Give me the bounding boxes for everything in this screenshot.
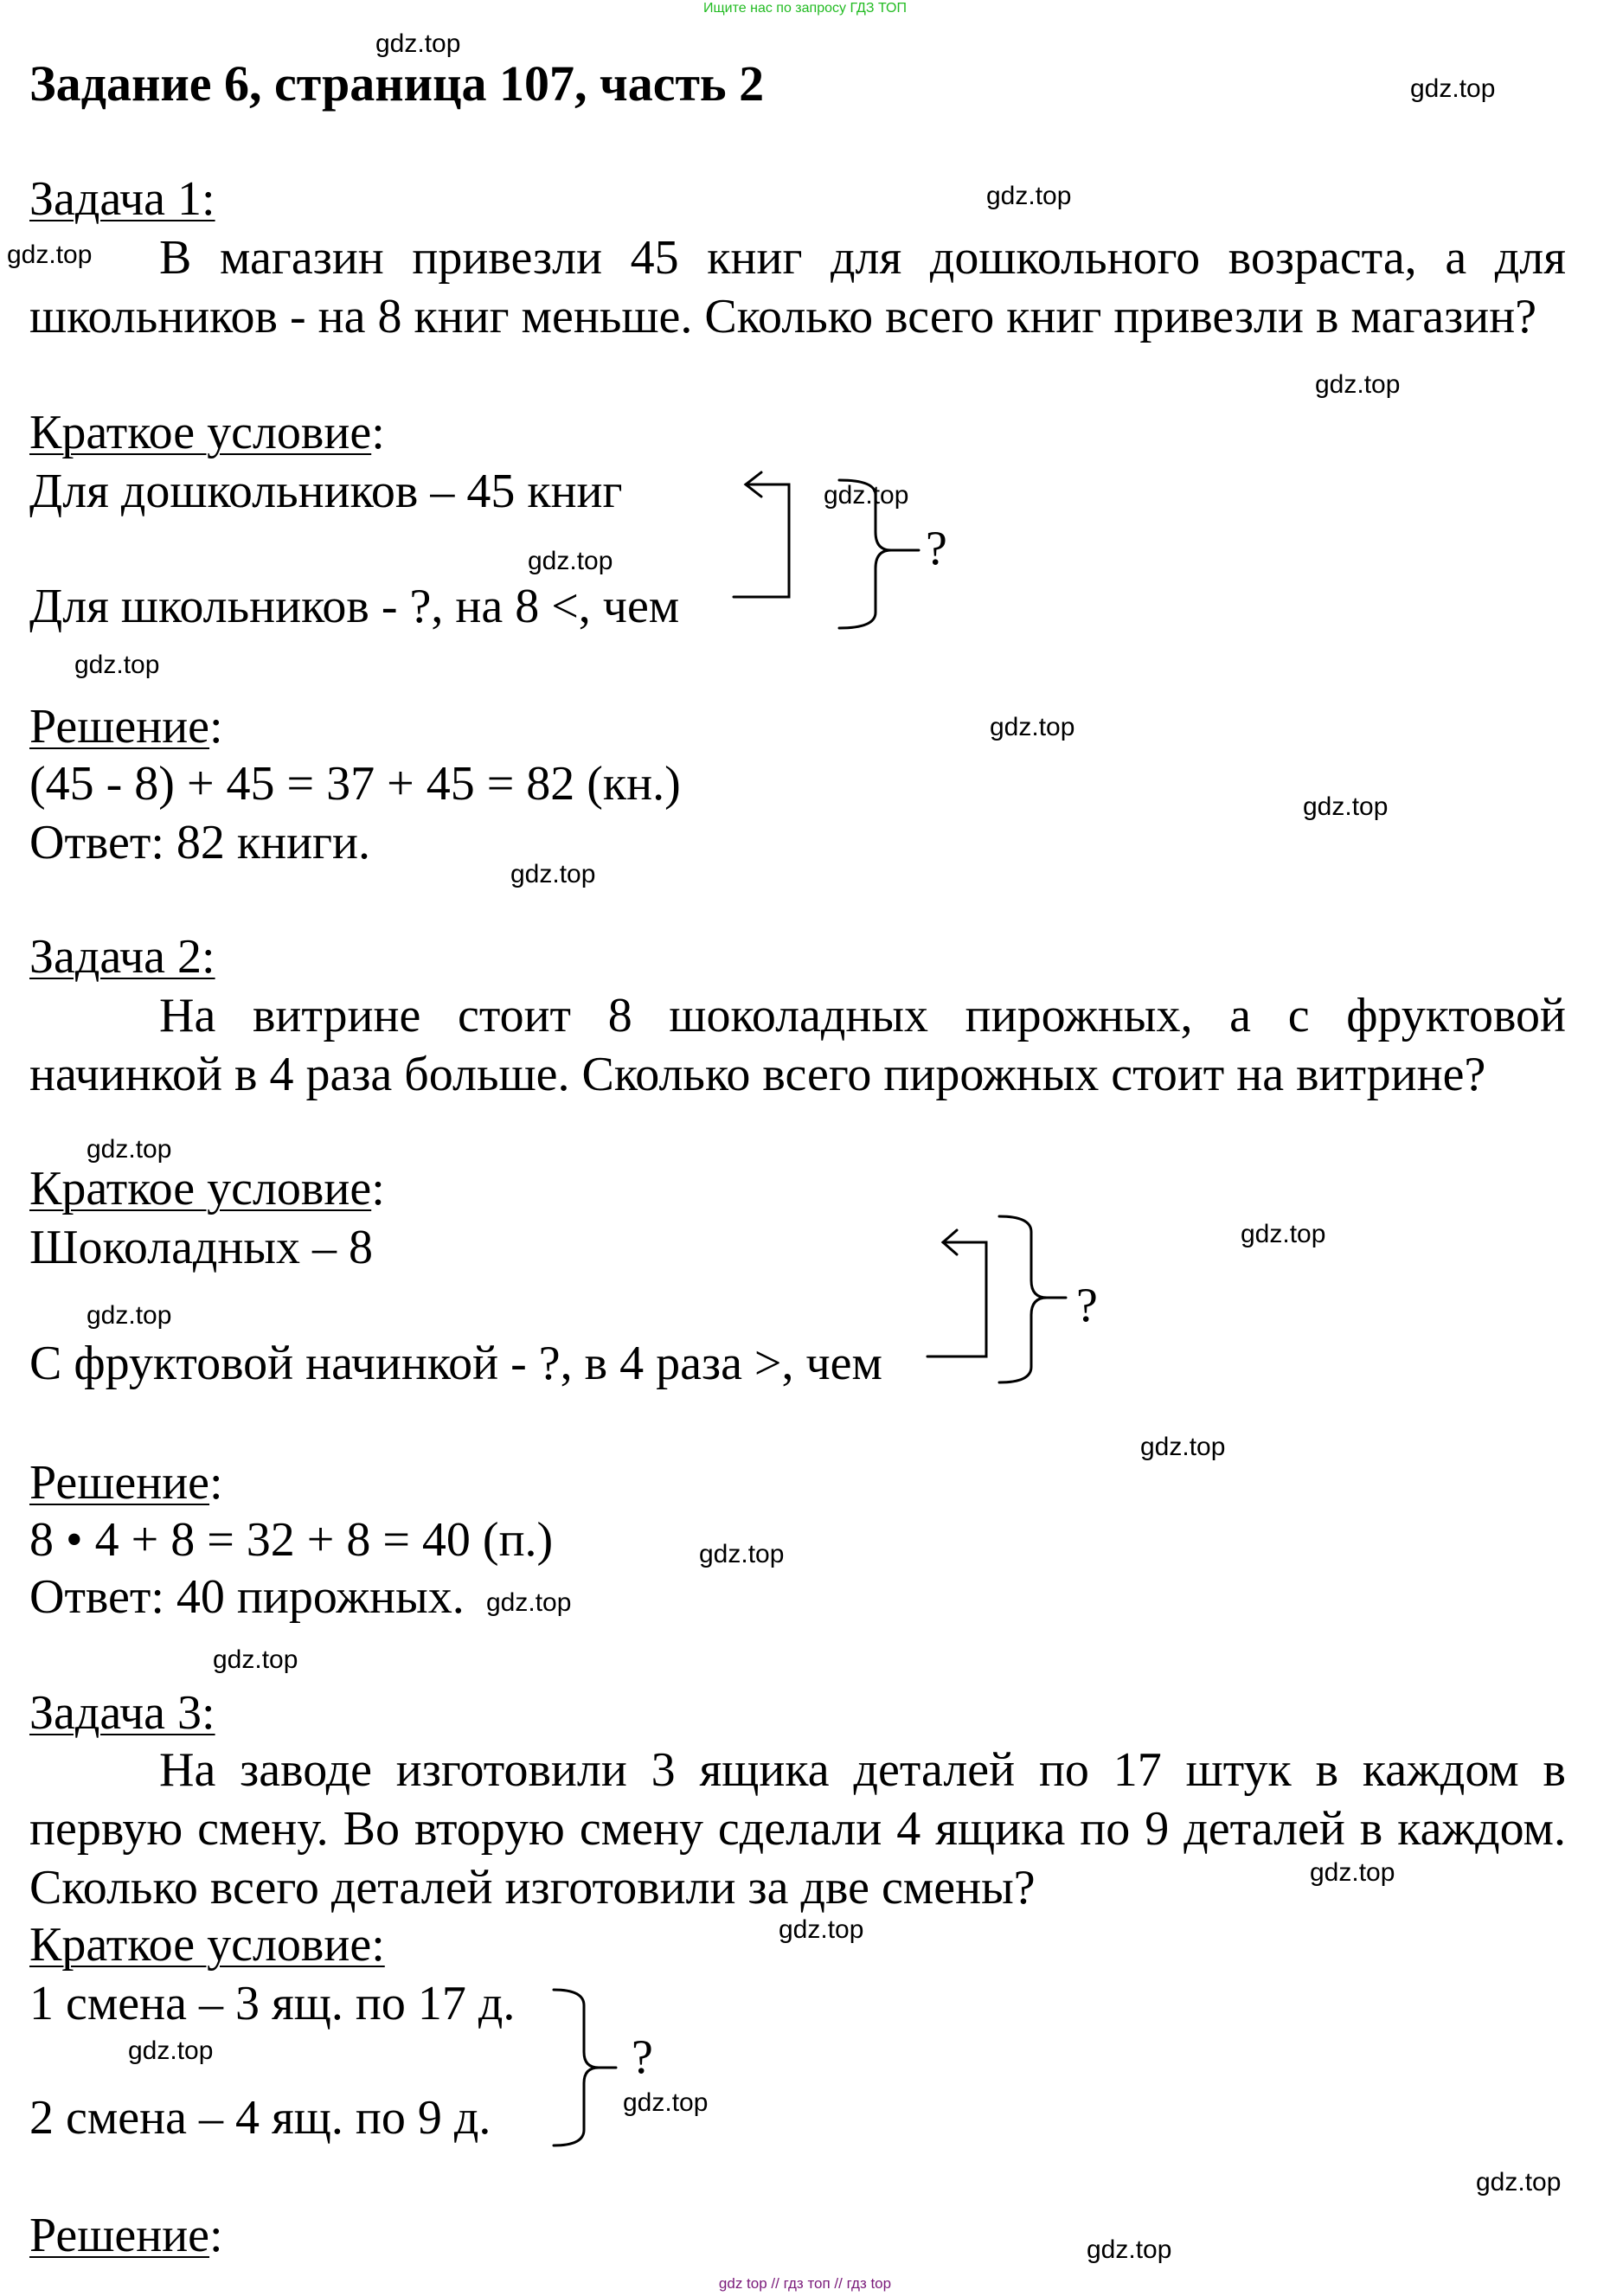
watermark: gdz.top [486, 1588, 572, 1617]
watermark: gdz.top [699, 1540, 785, 1568]
watermark: gdz.top [1410, 74, 1496, 103]
watermark: gdz.top [128, 2036, 214, 2065]
watermark: gdz.top [213, 1645, 298, 1674]
watermark: gdz.top [87, 1135, 172, 1164]
task3-question-mark: ? [632, 2030, 653, 2084]
task1-text: В магазин привезли 45 книг для дошкольного возраста, а для школьников - на 8 книг меньше. Сколько всего книг привезли в магазин? [29, 231, 1566, 343]
watermark: gdz.top [824, 481, 909, 510]
task3-short-condition-label: Краткое условие: [29, 1918, 385, 1972]
watermark: gdz.top [528, 547, 613, 575]
task2-question-mark: ? [1076, 1279, 1098, 1332]
task3-brace [554, 1990, 616, 2145]
watermark: gdz.top [74, 651, 160, 679]
task2-condition-line2: С фруктовой начинкой - ?, в 4 раза >, чем [29, 1337, 882, 1390]
watermark: gdz.top [87, 1301, 172, 1330]
task3-text: На заводе изготовили 3 ящика деталей по 17 штук в каждом в первую смену. Во вторую смену сделали 4 ящика по 9 деталей в каждом. Сколько всего деталей изготовили за две смены? [29, 1743, 1566, 1914]
watermark: gdz.top [1310, 1858, 1395, 1887]
watermark: gdz.top [623, 2088, 709, 2117]
task3-solution-label-text: Решение [29, 2209, 210, 2262]
watermark: gdz.top [990, 713, 1075, 741]
task1-heading: Задача 1: [29, 172, 215, 226]
task2-short-label-text: Краткое условие [29, 1162, 372, 1215]
task1-solution-label-colon: : [209, 700, 223, 754]
task1-answer: Ответ: 82 книги. [29, 816, 370, 869]
task2-comparison-arrow [927, 1242, 986, 1356]
watermark: gdz.top [7, 241, 93, 269]
task2-brace [999, 1216, 1066, 1382]
watermark: gdz.top [1087, 2235, 1172, 2264]
task2-solution: 8 • 4 + 8 = 32 + 8 = 40 (п.) [29, 1513, 554, 1567]
task1-short-label-text: Краткое условие [29, 406, 372, 459]
task2-solution-label-text: Решение [29, 1456, 210, 1510]
task3-solution-label-colon: : [209, 2209, 223, 2262]
task1-condition-line2: Для школьников - ?, на 8 <, чем [29, 580, 680, 633]
top-banner: Ищите нас по запросу ГДЗ ТОП [703, 1, 907, 16]
watermark: gdz.top [510, 860, 596, 888]
watermark: gdz.top [375, 29, 461, 58]
task1-solution-label-text: Решение [29, 700, 210, 754]
watermark: gdz.top [1476, 2168, 1562, 2197]
task3-condition-line1: 1 смена – 3 ящ. по 17 д. [29, 1977, 516, 2030]
task1-short-label-colon: : [371, 406, 385, 459]
task3-heading: Задача 3: [29, 1686, 215, 1740]
watermark: gdz.top [1303, 792, 1389, 821]
task2-answer: Ответ: 40 пирожных. [29, 1570, 465, 1624]
task2-short-label-colon: : [371, 1162, 385, 1215]
task3-condition-line2: 2 смена – 4 ящ. по 9 д. [29, 2091, 491, 2145]
task2-heading: Задача 2: [29, 930, 215, 984]
watermark: gdz.top [779, 1915, 864, 1944]
watermark: gdz.top [1241, 1220, 1326, 1248]
task2-solution-label-colon: : [209, 1456, 223, 1510]
task2-text: На витрине стоит 8 шоколадных пирожных, а с фруктовой начинкой в 4 раза больше. Сколько всего пирожных стоит на витрине? [29, 989, 1566, 1101]
page-title: Задание 6, страница 107, часть 2 [29, 55, 765, 112]
task2-condition-line1: Шоколадных – 8 [29, 1221, 374, 1274]
watermark: gdz.top [986, 182, 1072, 210]
task1-comparison-arrow [734, 484, 789, 597]
task1-solution: (45 - 8) + 45 = 37 + 45 = 82 (кн.) [29, 757, 681, 811]
watermark: gdz.top [1140, 1433, 1226, 1461]
task1-question-mark: ? [926, 522, 947, 575]
watermark: gdz.top [1315, 370, 1401, 399]
task1-condition-line1: Для дошкольников – 45 книг [29, 465, 623, 518]
footer-links: gdz top // гдз топ // гдз top [718, 2275, 892, 2292]
